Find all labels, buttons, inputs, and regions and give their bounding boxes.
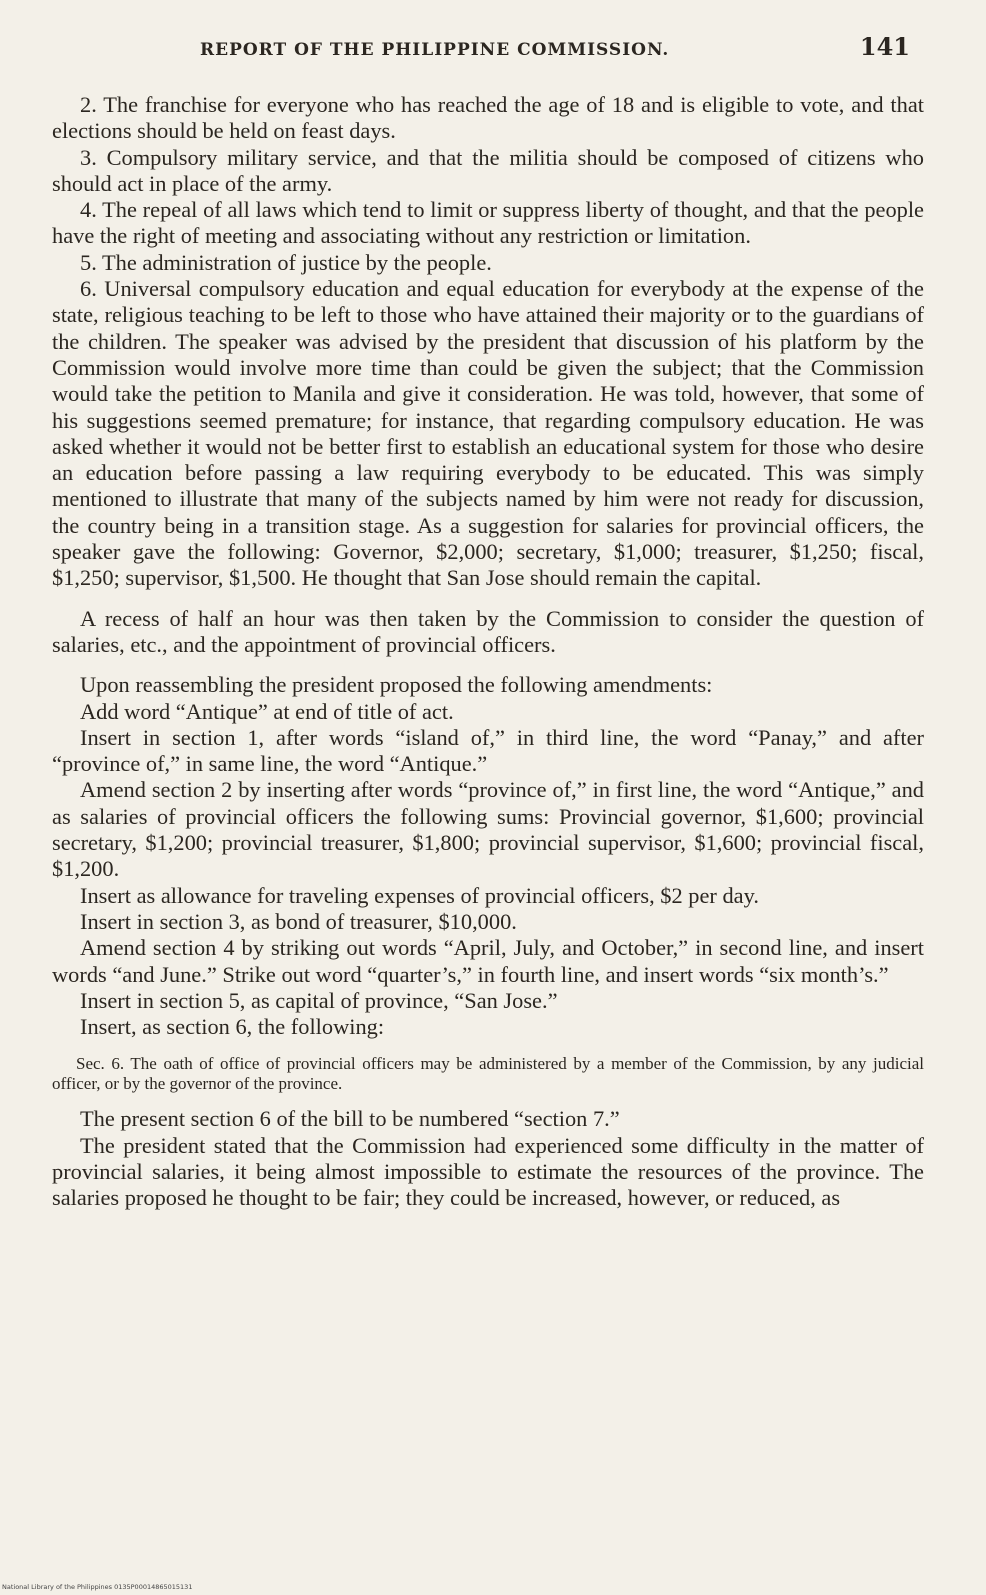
running-head: REPORT OF THE PHILIPPINE COMMISSION. <box>200 40 670 60</box>
amendment-item: Amend section 2 by inserting after words “province of,” in first line, the word “Antique,” and as salaries of provincial officers the following sums: Provincial governor, $1,600; provincial secretary, $1,200; provincial treasurer, $1,800; provincial supervisor, $1,600; provincial fiscal, $1,200. <box>52 777 924 882</box>
paragraph-item-4: 4. The repeal of all laws which tend to limit or suppress liberty of thought, and that the people have the right of meeting and associating without any restriction or limitation. <box>52 197 924 249</box>
paragraph-item-3: 3. Compulsory military service, and that the militia should be composed of citizens who should act in place of the army. <box>52 144 924 196</box>
paragraph-salaries: The president stated that the Commission had experienced some difficulty in the matter of provincial salaries, it being almost impossible to estimate the resources of the province. The salaries proposed he thought to be fair; they could be increased, however, or reduced, as <box>52 1132 924 1211</box>
amendment-item: Insert, as section 6, the following: <box>80 1014 385 1040</box>
paragraph-item-2: 2. The franchise for everyone who has reached the age of 18 and is eligible to vote, and that elections should be held on feast days. <box>52 92 924 144</box>
body-text <box>52 92 924 1212</box>
amendment-item: Insert in section 1, after words “island of,” in third line, the word “Panay,” and after “province of,” in same line, the word “Antique.” <box>52 724 924 777</box>
amendment-item: Insert as allowance for traveling expenses of provincial officers, $2 per day. <box>80 882 759 908</box>
paragraph-reassembling: Upon reassembling the president proposed the following amendments: <box>80 672 713 698</box>
scan-footer: National Library of the Philippines 0135P00014865015131 <box>2 1583 193 1591</box>
paragraph-item-5: 5. The administration of justice by the people. <box>80 249 492 275</box>
page-number: 141 <box>859 32 910 61</box>
paragraph-renumber: The present section 6 of the bill to be numbered “section 7.” <box>80 1106 620 1132</box>
amendment-item: Insert in section 5, as capital of province, “San Jose.” <box>80 987 558 1013</box>
amendment-item: Insert in section 3, as bond of treasurer, $10,000. <box>80 908 517 934</box>
paragraph-recess: A recess of half an hour was then taken by the Commission to consider the question of salaries, etc., and the appointment of provincial officers. <box>52 605 924 657</box>
amendment-item: Amend section 4 by striking out words “April, July, and October,” in second line, and insert words “and June.” Strike out word “quarter’s,” in fourth line, and insert words “six month’s.” <box>52 935 924 987</box>
page-header <box>200 30 910 70</box>
amendment-item: Add word “Antique” at end of title of act. <box>80 698 454 724</box>
paragraph-item-6: 6. Universal compulsory education and equal education for everybody at the expense of the state, religious teaching to be left to those who have attained their majority or to the guardians of the children. The speaker was advised by the president that discussion of his platform by the Commission would involve more time than could be given the subject; that the Commission would take the petition to Manila and give it consideration. He was told, however, that some of his suggestions seemed premature; for instance, that regarding compulsory education. He was asked whether it would not be better first to establish an educational system for those who desire an education before passing a law requiring everybody to be educated. This was simply mentioned to illustrate that many of the subjects named by him were not ready for discussion, the country being in a transition stage. As a suggestion for salaries for provincial officers, the speaker gave the following: Governor, $2,000; secretary, $1,000; treasurer, $1,250; fiscal, $1,250; supervisor, $1,500. He thought that San Jose should remain the capital. <box>52 276 924 591</box>
quoted-section: Sec. 6. The oath of office of provincial officers may be administered by a member of the Commission, by any judicial officer, or by the governor of the province. <box>52 1054 924 1094</box>
